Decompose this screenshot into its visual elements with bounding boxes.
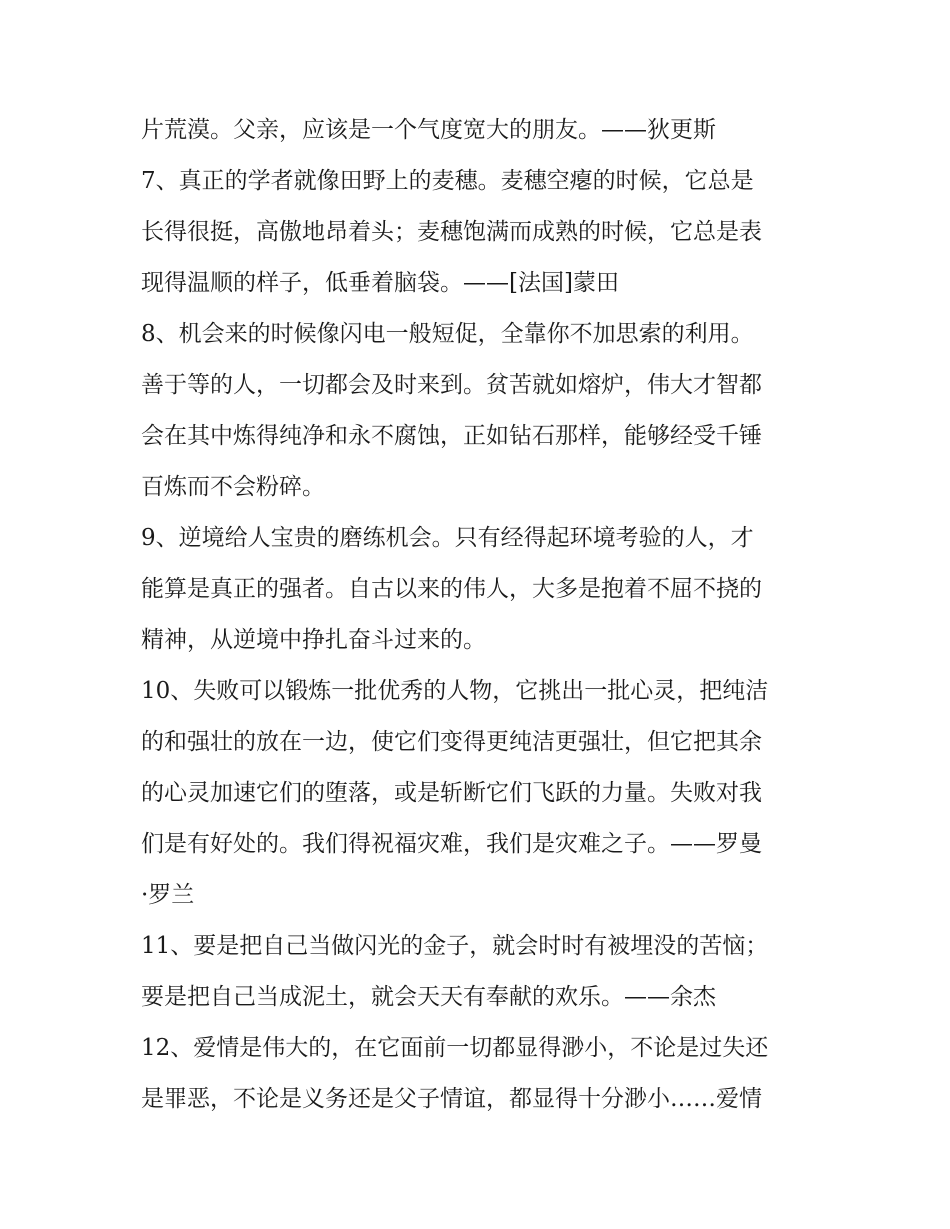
- text-line: 12、爱情是伟大的，在它面前一切都显得渺小，不论是过失还: [141, 1035, 769, 1061]
- text-line: ·罗兰: [141, 882, 195, 908]
- text-line: 能算是真正的强者。自古以来的伟人，大多是抱着不屈不挠的: [141, 576, 762, 602]
- text-line: 8、机会来的时候像闪电一般短促，全靠你不加思索的利用。: [141, 321, 754, 347]
- text-line: 现得温顺的样子，低垂着脑袋。——[法国]蒙田: [141, 270, 619, 296]
- text-line: 善于等的人，一切都会及时来到。贫苦就如熔炉，伟大才智都: [141, 372, 762, 398]
- text-line: 的和强壮的放在一边，使它们变得更纯洁更强壮，但它把其余: [141, 729, 762, 755]
- text-line: 们是有好处的。我们得祝福灾难，我们是灾难之子。——罗曼: [141, 831, 762, 857]
- text-line: 要是把自己当成泥土，就会天天有奉献的欢乐。——余杰: [141, 984, 716, 1010]
- text-line: 7、真正的学者就像田野上的麦穗。麦穗空瘪的时候，它总是: [141, 168, 754, 194]
- text-line: 的心灵加速它们的堕落，或是斩断它们飞跃的力量。失败对我: [141, 780, 762, 806]
- document-body: [141, 105, 813, 1125]
- text-line: 11、要是把自己当做闪光的金子，就会时时有被埋没的苦恼；: [141, 933, 769, 959]
- text-line: 会在其中炼得纯净和永不腐蚀，正如钻石那样，能够经受千锤: [141, 423, 762, 449]
- text-line: 精神，从逆境中挣扎奋斗过来的。: [141, 627, 486, 653]
- text-line: 百炼而不会粉碎。: [141, 474, 325, 500]
- text-line: 长得很挺，高傲地昂着头；麦穗饱满而成熟的时候，它总是表: [141, 219, 762, 245]
- text-line: 片荒漠。父亲，应该是一个气度宽大的朋友。——狄更斯: [141, 117, 716, 143]
- text-line: 10、失败可以锻炼一批优秀的人物，它挑出一批心灵，把纯洁: [141, 678, 769, 704]
- text-line: 9、逆境给人宝贵的磨练机会。只有经得起环境考验的人，才: [141, 525, 754, 551]
- text-line: 是罪恶，不论是义务还是父子情谊，都显得十分渺小……爱情: [141, 1086, 762, 1112]
